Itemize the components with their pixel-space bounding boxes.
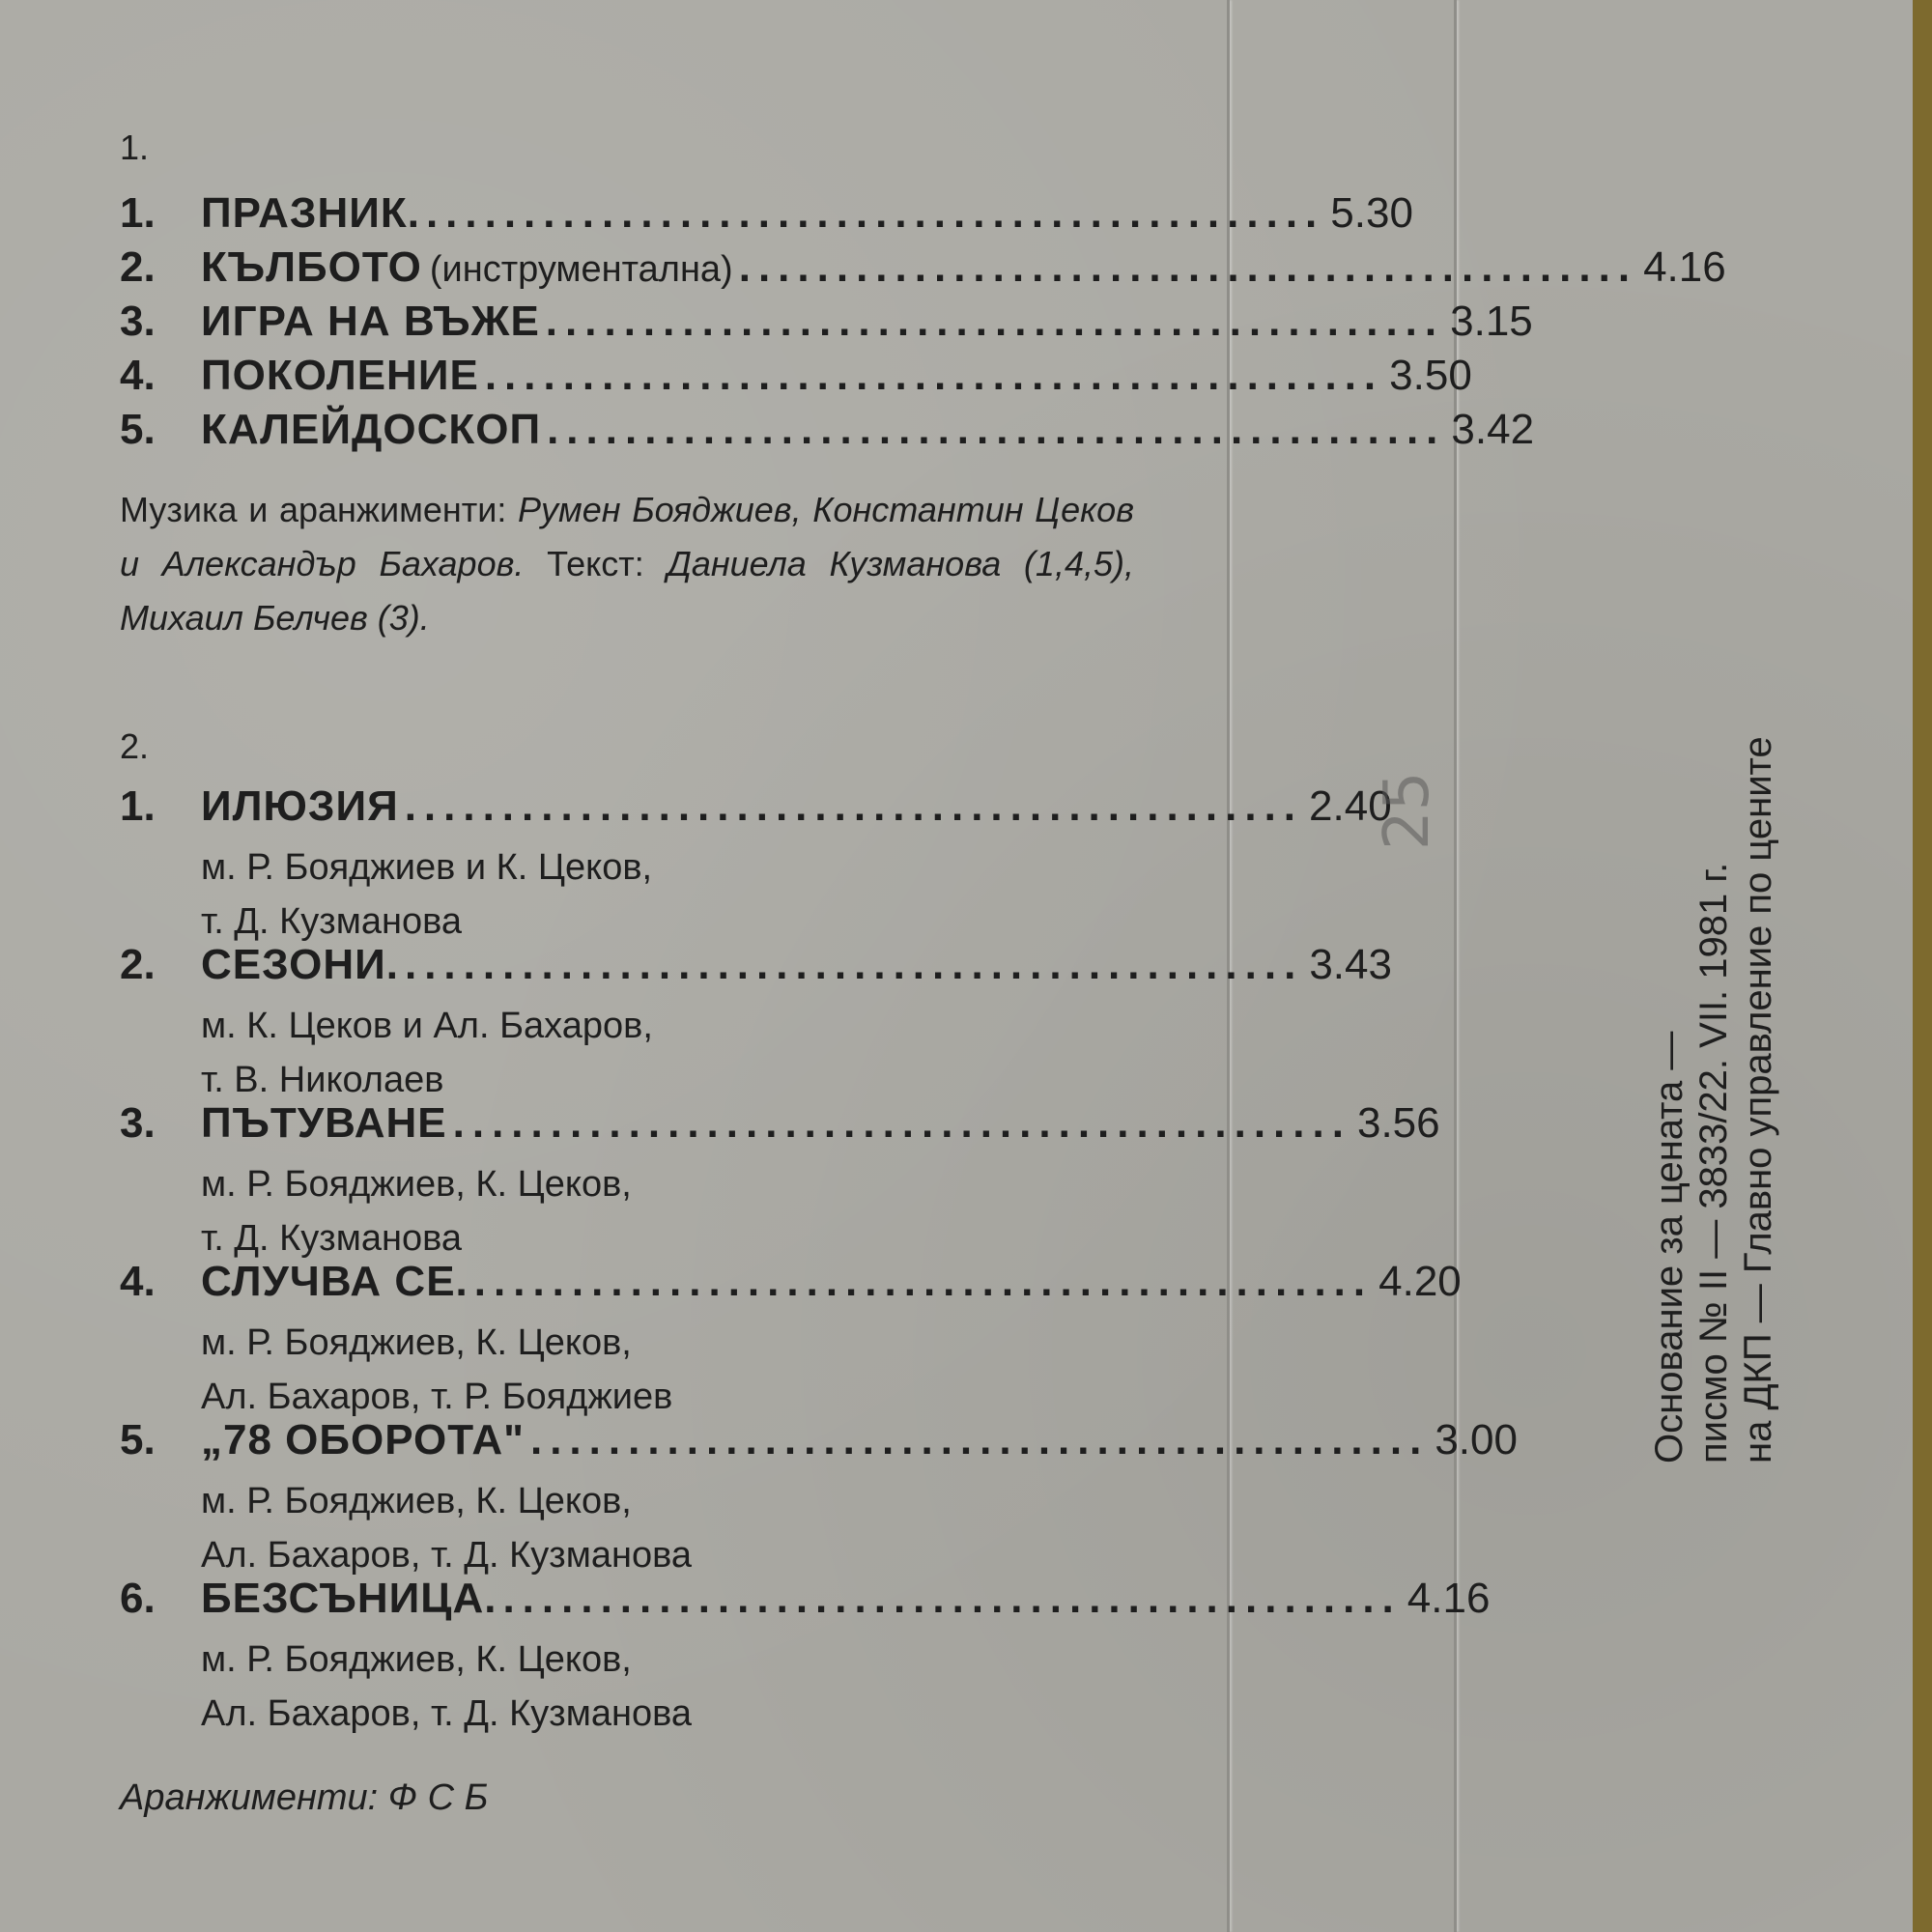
price-note-line: на ДКП — Главно управление по цените	[1737, 736, 1779, 1463]
handwritten-price: 25	[1372, 771, 1443, 850]
track-duration: 3.42	[1451, 406, 1535, 453]
track-number: 3.	[120, 298, 156, 345]
track-credit: м. Р. Бояджиев и К. Цеков,	[201, 847, 653, 888]
track-number: 1.	[120, 782, 156, 830]
track-credit: м. Р. Бояджиев, К. Цеков,	[201, 1481, 632, 1521]
track-title: СЛУЧВА СЕ.	[201, 1258, 469, 1305]
price-basis-note	[1647, 401, 1780, 1463]
track-title: ПРАЗНИК.	[201, 189, 420, 237]
price-note-line: писмо № II — 3833/22. VII. 1981 г.	[1692, 862, 1735, 1463]
track-title: ИГРА НА ВЪЖЕ	[201, 298, 540, 345]
track-duration: 5.30	[1330, 189, 1413, 237]
dot-leader: ..............................................	[547, 406, 1446, 453]
dot-leader: ..............................................	[473, 1258, 1374, 1305]
dot-leader: ..............................................	[529, 1416, 1430, 1463]
dot-leader: ..............................................	[425, 189, 1325, 237]
track-duration: 3.56	[1356, 1099, 1440, 1147]
track-number: 4.	[120, 1258, 156, 1305]
track-title: ПЪТУВАНЕ	[201, 1099, 447, 1147]
track-credit: т. Д. Кузманова	[201, 901, 462, 942]
dot-leader: ..............................................	[404, 782, 1304, 830]
track-credit: м. Р. Бояджиев, К. Цеков,	[201, 1639, 632, 1680]
track-number: 4.	[120, 352, 156, 399]
track-row	[120, 782, 1392, 837]
dot-leader: ..............................................	[452, 1099, 1351, 1147]
track-row	[120, 1416, 1518, 1470]
track-row	[120, 298, 1533, 352]
track-row	[120, 1575, 1491, 1629]
track-number: 5.	[120, 1416, 156, 1463]
dot-leader: ..............................................	[738, 243, 1638, 291]
side-1-credits	[120, 483, 1134, 645]
track-duration: 3.43	[1309, 941, 1392, 988]
track-number: 3.	[120, 1099, 156, 1147]
track-title: КАЛЕЙДОСКОП	[201, 406, 542, 453]
track-title: СЕЗОНИ.	[201, 941, 399, 988]
track-credit: Ал. Бахаров, т. Р. Бояджиев	[201, 1377, 673, 1417]
track-duration: 3.15	[1450, 298, 1533, 345]
credits-music-names: Румен Бояджиев, Константин Цеков и Александър Бахаров.	[120, 490, 1134, 583]
track-title: ИЛЮЗИЯ	[201, 782, 399, 830]
track-number: 1.	[120, 189, 156, 237]
track-credit: т. В. Николаев	[201, 1060, 444, 1100]
track-duration: 3.00	[1435, 1416, 1518, 1463]
track-credit: м. К. Цеков и Ал. Бахаров,	[201, 1006, 653, 1046]
side-2-label: 2.	[120, 726, 150, 766]
track-credit: м. Р. Бояджиев, К. Цеков,	[201, 1322, 632, 1363]
dot-leader: ..............................................	[502, 1575, 1402, 1622]
track-title: КЪЛБОТО	[201, 243, 422, 291]
track-row	[120, 941, 1392, 995]
track-duration: 4.16	[1643, 243, 1726, 291]
dot-leader: ..............................................	[484, 352, 1384, 399]
track-credit: Ал. Бахаров, т. Д. Кузманова	[201, 1535, 692, 1576]
track-duration: 4.20	[1378, 1258, 1462, 1305]
track-row	[120, 1258, 1462, 1312]
track-title: БЕЗСЪНИЦА.	[201, 1575, 497, 1622]
credits-text-names: Даниела Кузманова (1,4,5), Михаил Белчев (3).	[120, 544, 1134, 638]
track-duration: 2.40	[1309, 782, 1392, 830]
track-row	[120, 189, 1413, 243]
track-row	[120, 406, 1535, 460]
dot-leader: ..............................................	[404, 941, 1304, 988]
credits-text-label: Текст:	[547, 544, 644, 583]
track-number: 6.	[120, 1575, 156, 1622]
track-title: ПОКОЛЕНИЕ	[201, 352, 479, 399]
track-row	[120, 352, 1472, 406]
track-row	[120, 243, 1726, 298]
credits-music-label: Музика и аранжименти:	[120, 490, 507, 529]
track-title: „78 ОБОРОТА"	[201, 1416, 525, 1463]
track-note: (инструментална)	[429, 249, 733, 290]
side-1-label: 1.	[120, 128, 150, 167]
track-row	[120, 1099, 1440, 1153]
track-number: 2.	[120, 941, 156, 988]
track-credit: м. Р. Бояджиев, К. Цеков,	[201, 1164, 632, 1205]
price-note-line: Основание за цената —	[1648, 1031, 1690, 1463]
track-credit: т. Д. Кузманова	[201, 1218, 462, 1259]
arrangements-credit: Аранжименти: Ф С Б	[120, 1777, 489, 1818]
track-number: 5.	[120, 406, 156, 453]
track-number: 2.	[120, 243, 156, 291]
track-credit: Ал. Бахаров, т. Д. Кузманова	[201, 1693, 692, 1734]
track-duration: 3.50	[1389, 352, 1472, 399]
track-duration: 4.16	[1406, 1575, 1491, 1622]
dot-leader: ..............................................	[545, 298, 1445, 345]
